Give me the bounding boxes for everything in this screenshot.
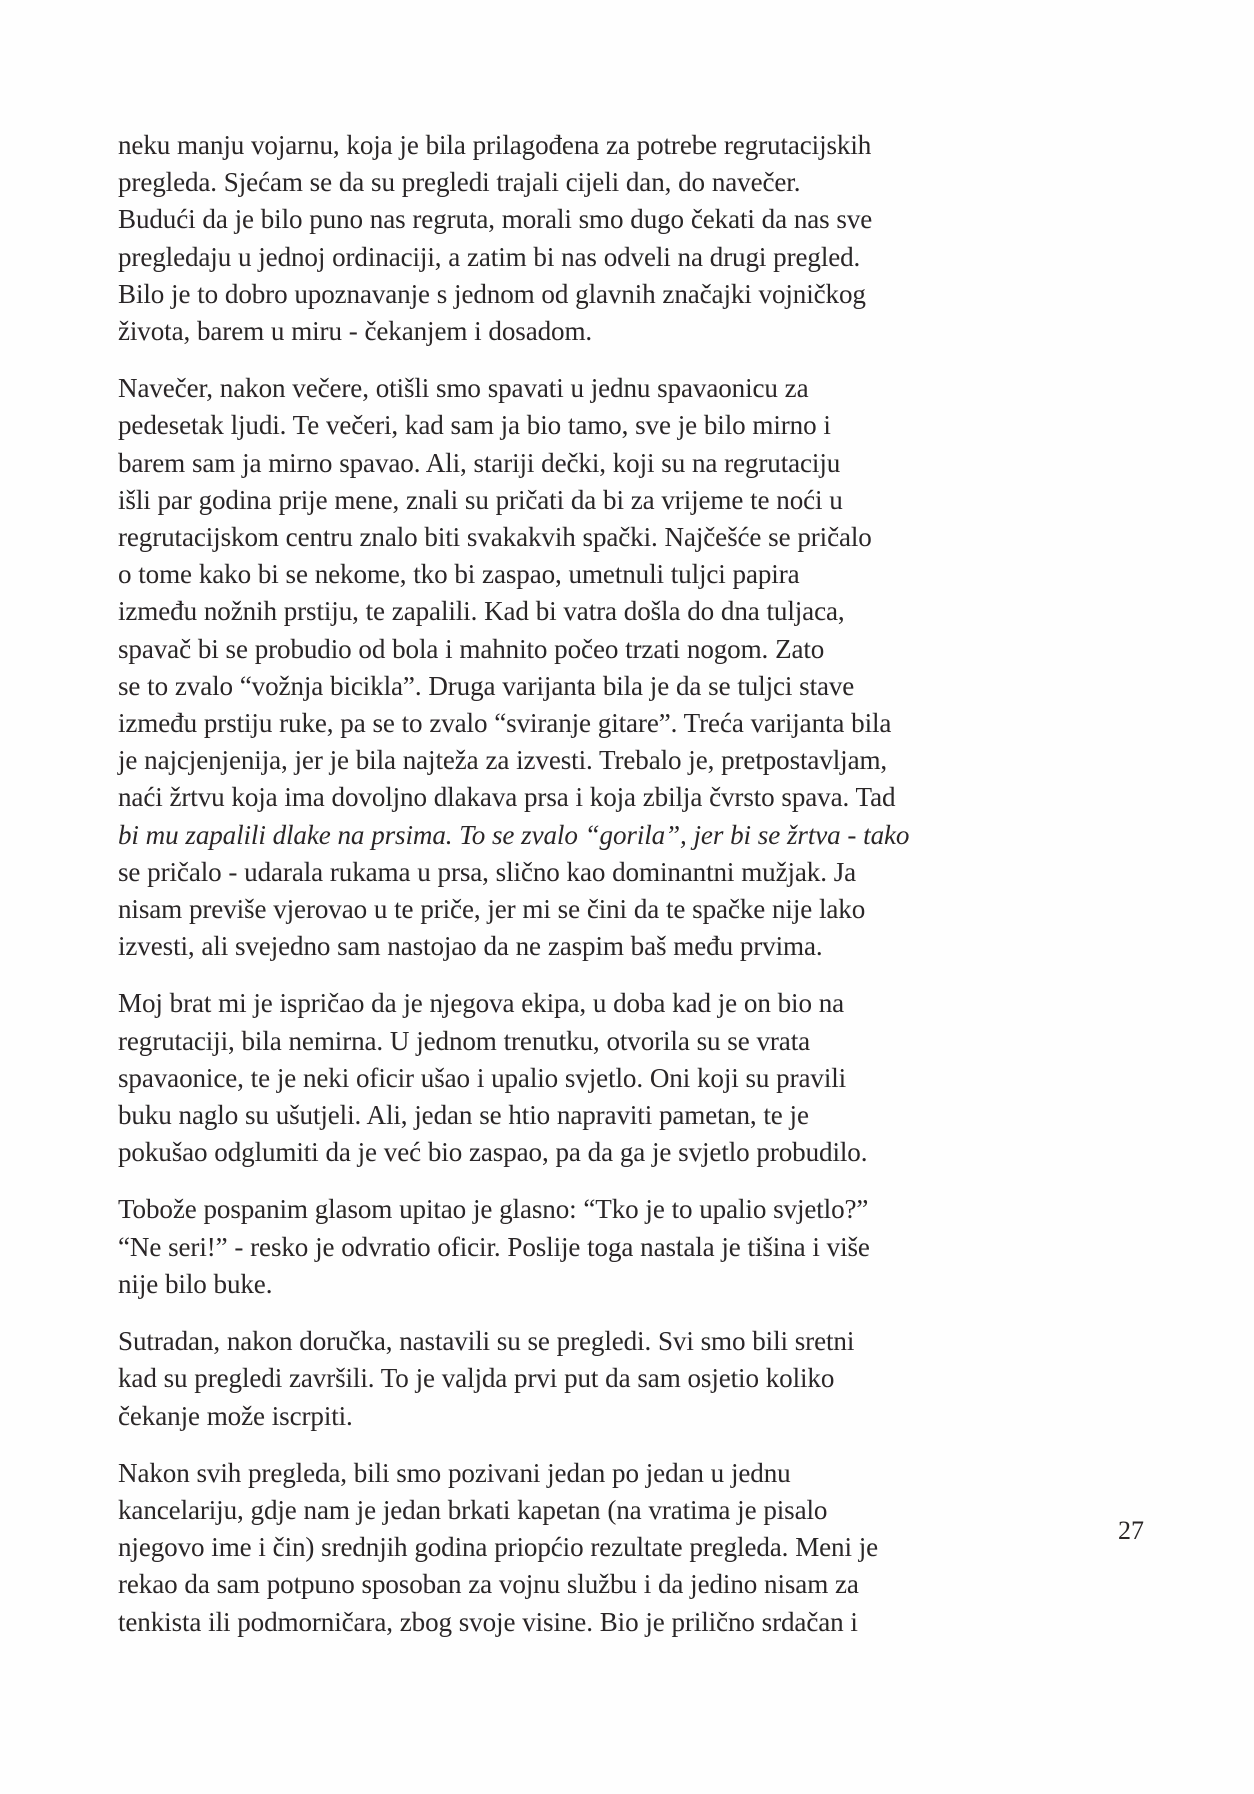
text-line: između prstiju ruke, pa se to zvalo “sviranje gitare”. Treća varijanta bila: [118, 707, 892, 739]
text-line: nisam previše vjerovao u te priče, jer mi se čini da te spačke nije lako: [118, 893, 866, 925]
text-line: čekanje može iscrpiti.: [118, 1399, 353, 1431]
paragraph: [118, 1454, 985, 1640]
text-line: bi mu zapalili dlake na prsima. To se zvalo “gorila”, jer bi se žrtva - tako: [118, 818, 910, 850]
text-line: pregleda. Sjećam se da su pregledi trajali cijeli dan, do navečer.: [118, 166, 801, 198]
text-line: tenkista ili podmorničara, zbog svoje visine. Bio je prilično srdačan i: [118, 1605, 858, 1637]
text-line: Tobože pospanim glasom upitao je glasno: “Tko je to upalio svjetlo?”: [118, 1193, 869, 1225]
text-line: se pričalo - udarala rukama u prsa, slično kao dominantni mužjak. Ja: [118, 855, 857, 887]
text-line: spavaonice, te je neki oficir ušao i upalio svjetlo. Oni koji su pravili: [118, 1061, 847, 1093]
paragraph: [118, 126, 985, 349]
body-text-column: [118, 126, 998, 1640]
text-line: nije bilo buke.: [118, 1267, 273, 1299]
paragraph: [118, 984, 985, 1170]
text-line: između nožnih prstiju, te zapalili. Kad bi vatra došla do dna tuljaca,: [118, 595, 845, 627]
text-line: regrutaciji, bila nemirna. U jednom trenutku, otvorila su se vrata: [118, 1024, 811, 1056]
text-line: barem sam ja mirno spavao. Ali, stariji dečki, koji su na regrutaciju: [118, 446, 841, 478]
text-line: “Ne seri!” - resko je odvratio oficir. Poslije toga nastala je tišina i više: [118, 1230, 870, 1262]
text-line: Navečer, nakon večere, otišli smo spavati u jednu spavaonicu za: [118, 372, 809, 404]
text-line: išli par godina prije mene, znali su pričati da bi za vrijeme te noći u: [118, 483, 843, 515]
text-line: neku manju vojarnu, koja je bila prilagođena za potrebe regrutacijskih: [118, 129, 872, 160]
text-line: naći žrtvu koja ima dovoljno dlakava prsa i koja zbilja čvrsto spava. Tad: [118, 781, 896, 813]
text-line: se to zvalo “vožnja bicikla”. Druga varijanta bila je da se tuljci stave: [118, 669, 855, 701]
text-line: regrutacijskom centru znalo biti svakakvih spački. Najčešće se pričalo: [118, 521, 872, 553]
text-line: pregledaju u jednoj ordinaciji, a zatim bi nas odveli na drugi pregled.: [118, 240, 861, 272]
text-line: rekao da sam potpuno sposoban za vojnu službu i da jedino nisam za: [118, 1568, 859, 1600]
text-line: Nakon svih pregleda, bili smo pozivani jedan po jedan u jednu: [118, 1456, 791, 1488]
text-line: Moj brat mi je ispričao da je njegova ekipa, u doba kad je on bio na: [118, 987, 845, 1019]
paragraph: [118, 1190, 985, 1302]
text-line: Budući da je bilo puno nas regruta, morali smo dugo čekati da nas sve: [118, 203, 873, 235]
text-line: je najcjenjenija, jer je bila najteža za izvesti. Trebalo je, pretpostavljam,: [118, 744, 888, 776]
paragraph: [118, 1322, 985, 1434]
text-line: pedesetak ljudi. Te večeri, kad sam ja bio tamo, sve je bilo mirno i: [118, 409, 831, 441]
text-line: kad su pregledi završili. To je valjda prvi put da sam osjetio koliko: [118, 1362, 835, 1394]
text-line: Sutradan, nakon doručka, nastavili su se pregledi. Svi smo bili sretni: [118, 1325, 855, 1357]
text-line: života, barem u miru - čekanjem i dosadom.: [118, 315, 593, 347]
text-line: spavač bi se probudio od bola i mahnito počeo trzati nogom. Zato: [118, 632, 825, 664]
paragraph: [118, 369, 985, 964]
text-line: izvesti, ali svejedno sam nastojao da ne zaspim baš među prvima.: [118, 930, 823, 962]
text-line: kancelariju, gdje nam je jedan brkati kapetan (na vratima je pisalo: [118, 1493, 828, 1525]
text-line: pokušao odglumiti da je već bio zaspao, pa da ga je svjetlo probudilo.: [118, 1136, 868, 1168]
text-line: buku naglo su ušutjeli. Ali, jedan se htio napraviti pametan, te je: [118, 1099, 809, 1131]
text-line: njegovo ime i čin) srednjih godina priopćio rezultate pregleda. Meni je: [118, 1531, 879, 1563]
text-line: o tome kako bi se nekome, tko bi zaspao, umetnuli tuljci papira: [118, 558, 800, 590]
text-line: Bilo je to dobro upoznavanje s jednom od glavnih značajki vojničkog: [118, 277, 866, 309]
page-number: 27: [1118, 1516, 1144, 1545]
